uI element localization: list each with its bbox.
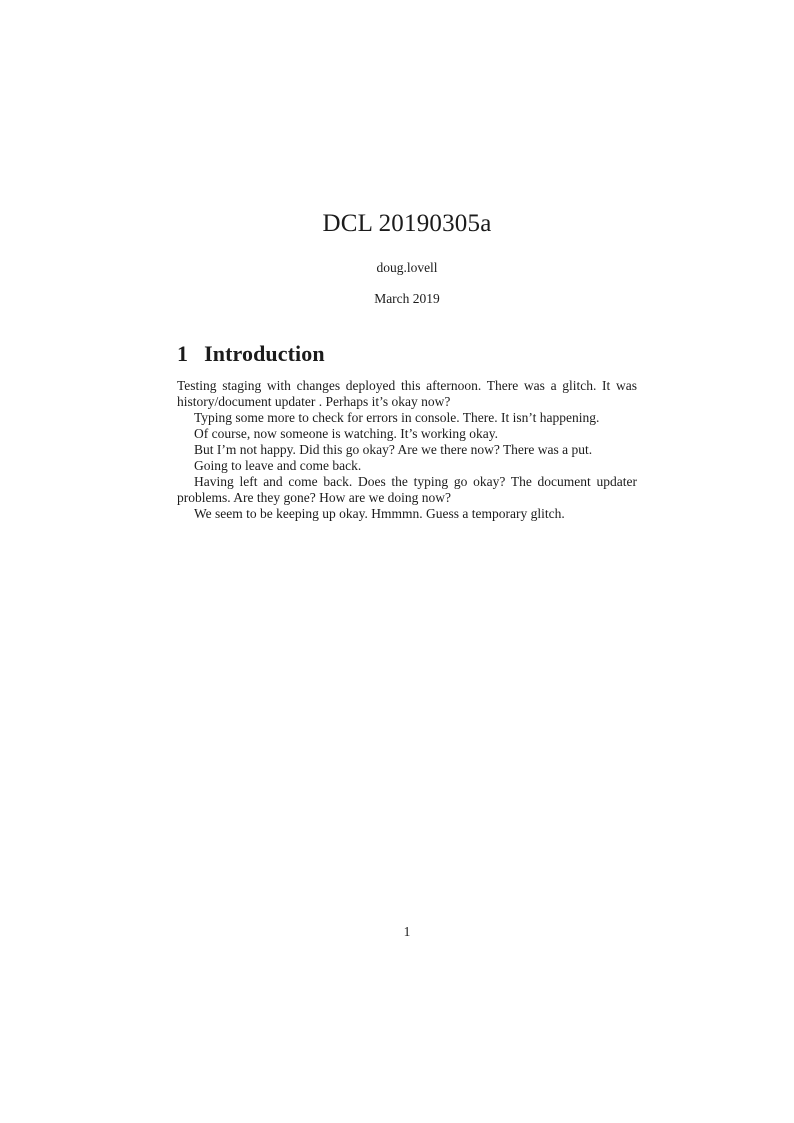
paragraph: Typing some more to check for errors in console. There. It isn’t happening. xyxy=(194,410,600,425)
section-number: 1 xyxy=(177,341,189,366)
section-title: Introduction xyxy=(204,341,325,366)
paragraph: Of course, now someone is watching. It’s working okay. xyxy=(194,426,498,441)
paragraph: We seem to be keeping up okay. Hmmmn. Guess a temporary glitch. xyxy=(194,506,565,521)
document-body xyxy=(177,378,637,522)
section-heading xyxy=(177,341,637,366)
document-title: DCL 20190305a xyxy=(322,210,492,237)
page-number: 1 xyxy=(403,924,411,939)
paragraph: But I’m not happy. Did this go okay? Are we there now? There was a put. xyxy=(194,442,593,457)
paragraph: Going to leave and come back. xyxy=(194,458,362,473)
paragraph: Testing staging with changes deployed this afternoon. There was a glitch. It was history/document updater . Perhaps it’s okay now? xyxy=(177,378,637,409)
paragraph: Having left and come back. Does the typing go okay? The document updater problems. Are they gone? How are we doing now? xyxy=(177,474,637,505)
document-author: doug.lovell xyxy=(376,260,438,275)
document-date: March 2019 xyxy=(374,291,440,306)
